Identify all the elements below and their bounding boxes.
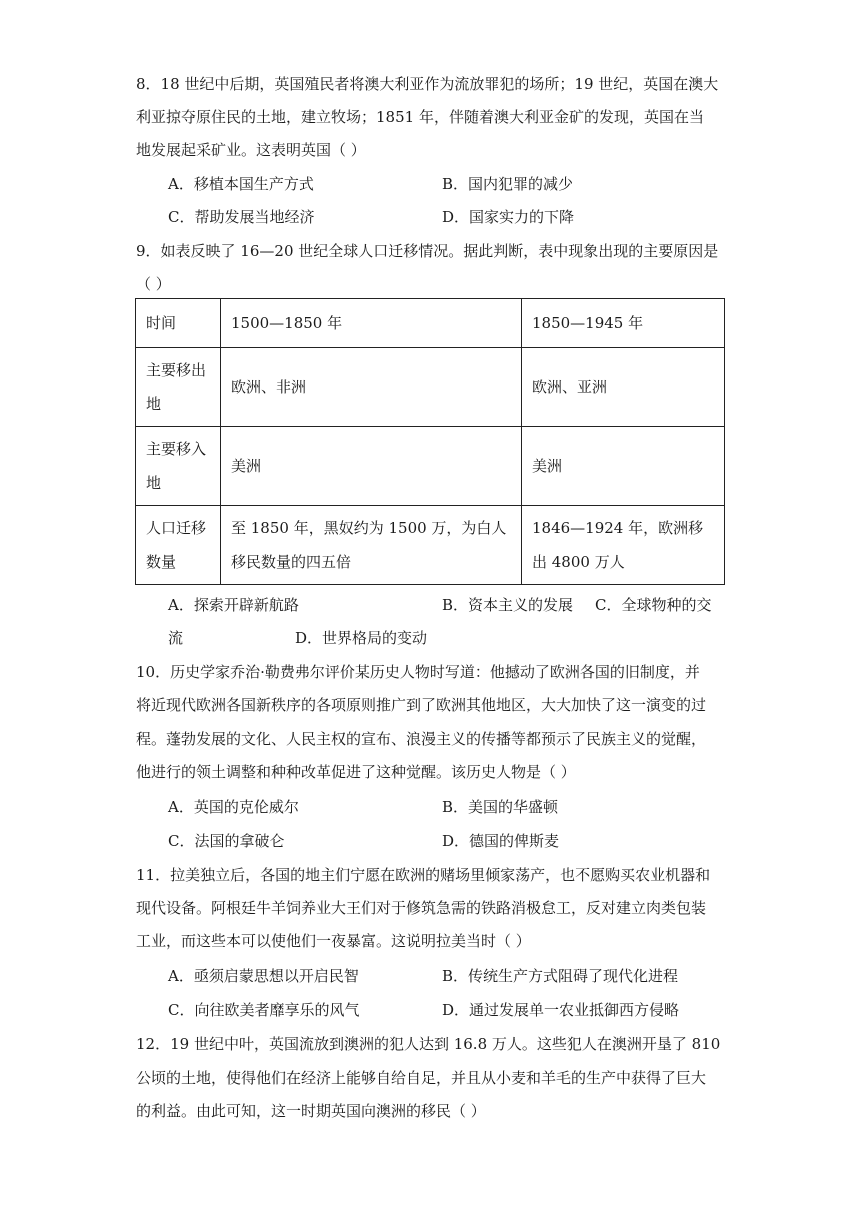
table-row (136, 348, 725, 427)
q8-option-b[interactable]: B．国内犯罪的减少 (442, 175, 574, 193)
q8-option-a[interactable]: A．移植本国生产方式 (168, 175, 314, 193)
q10-option-b[interactable]: B．美国的华盛顿 (442, 798, 559, 816)
q11-option-a[interactable]: A．亟须启蒙思想以开启民智 (168, 967, 359, 985)
q8-line-2: 利亚掠夺原住民的土地，建立牧场；1851 年，伴随着澳大利亚金矿的发现，英国在当 (136, 108, 704, 126)
q11-line-2: 现代设备。阿根廷牛羊饲养业大王们对于修筑急需的铁路消极怠工，反对建立肉类包装 (136, 899, 707, 917)
table-cell: 1850—1945 年 (522, 299, 725, 348)
q11-option-d[interactable]: D．通过发展单一农业抵御西方侵略 (442, 1001, 680, 1019)
q9-option-c[interactable]: C．全球物种的交 (595, 596, 712, 614)
q10-option-c[interactable]: C．法国的拿破仑 (168, 832, 285, 850)
table-cell: 欧洲、亚洲 (522, 348, 725, 427)
q9-option-c-continued: 流 (168, 629, 184, 647)
q12-line-3: 的利益。由此可知，这一时期英国向澳洲的移民（ ） (136, 1102, 486, 1120)
q8-line-1: 8．18 世纪中后期，英国殖民者将澳大利亚作为流放罪犯的场所；19 世纪，英国在澳大 (136, 75, 719, 93)
table-cell: 时间 (136, 299, 221, 348)
table-cell: 主要移入地 (136, 427, 221, 506)
q10-line-3: 程。蓬勃发展的文化、人民主权的宣布、浪漫主义的传播等都预示了民族主义的觉醒， (136, 730, 707, 748)
table-cell: 至 1850 年，黑奴约为 1500 万，为白人移民数量的四五倍 (221, 506, 522, 585)
q11-option-c[interactable]: C．向往欧美者靡享乐的风气 (168, 1001, 360, 1019)
table-cell: 1846—1924 年，欧洲移出 4800 万人 (522, 506, 725, 585)
q8-line-3: 地发展起采矿业。这表明英国（ ） (136, 141, 366, 159)
q10-line-4: 他进行的领土调整和种种改革促进了这种觉醒。该历史人物是（ ） (136, 763, 576, 781)
q12-line-2: 公顷的土地，使得他们在经济上能够自给自足，并且从小麦和羊毛的生产中获得了巨大 (136, 1069, 707, 1087)
q11-line-1: 11．拉美独立后，各国的地主们宁愿在欧洲的赌场里倾家荡产，也不愿购买农业机器和 (136, 866, 711, 884)
q10-line-2: 将近现代欧洲各国新秩序的各项原则推广到了欧洲其他地区，大大加快了这一演变的过 (136, 696, 707, 714)
q12-line-1: 12．19 世纪中叶，英国流放到澳洲的犯人达到 16.8 万人。这些犯人在澳洲开垦了 810 (136, 1035, 721, 1053)
table-cell: 主要移出地 (136, 348, 221, 427)
table-row (136, 299, 725, 348)
q11-option-b[interactable]: B．传统生产方式阻碍了现代化进程 (442, 967, 679, 985)
q10-option-d[interactable]: D．德国的俾斯麦 (442, 832, 560, 850)
table-cell: 美洲 (221, 427, 522, 506)
q10-option-a[interactable]: A．英国的克伦威尔 (168, 798, 299, 816)
q9-option-b[interactable]: B．资本主义的发展 (442, 596, 574, 614)
table-row (136, 506, 725, 585)
table-cell: 欧洲、非洲 (221, 348, 522, 427)
q9-option-d[interactable]: D．世界格局的变动 (295, 629, 428, 647)
table-cell: 美洲 (522, 427, 725, 506)
q11-line-3: 工业，而这些本可以使他们一夜暴富。这说明拉美当时（ ） (136, 932, 531, 950)
q9-line-2: （ ） (136, 275, 171, 293)
q9-line-1: 9．如表反映了 16—20 世纪全球人口迁移情况。据此判断，表中现象出现的主要原因是 (136, 242, 719, 260)
q9-option-a[interactable]: A．探索开辟新航路 (168, 596, 299, 614)
q10-line-1: 10．历史学家乔治·勒费弗尔评价某历史人物时写道：他撼动了欧洲各国的旧制度，并 (136, 663, 700, 681)
q8-option-d[interactable]: D．国家实力的下降 (442, 208, 575, 226)
table-row (136, 427, 725, 506)
migration-table (135, 298, 725, 585)
q8-option-c[interactable]: C．帮助发展当地经济 (168, 208, 315, 226)
table-cell: 1500—1850 年 (221, 299, 522, 348)
table-cell: 人口迁移数量 (136, 506, 221, 585)
